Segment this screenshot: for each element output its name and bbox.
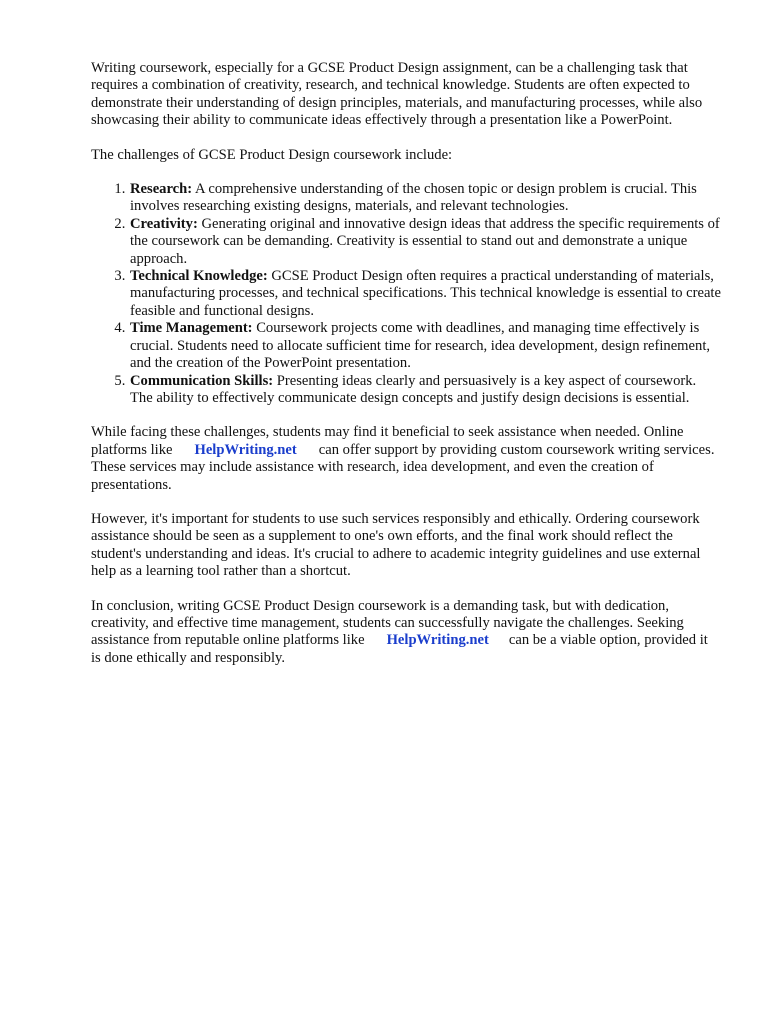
list-item-text: Generating original and innovative design ideas that address the specific requirements of the coursework can be demanding. Creativity is essential to stand out and demonstrate a unique approach.	[130, 215, 720, 267]
list-item-communication-skills	[129, 373, 721, 408]
list-item-text: GCSE Product Design often requires a practical understanding of materials, manufacturing processes, and technical specifications. This technical knowledge is essential to create feasible and functional designs.	[130, 268, 721, 319]
document-page	[91, 60, 721, 684]
list-item-time-management	[129, 320, 721, 372]
helpwriting-link[interactable]: HelpWriting.net	[194, 441, 297, 458]
intro-paragraph: Writing coursework, especially for a GCSE Product Design assignment, can be a challenging task that requires a combination of creativity, research, and technical knowledge. Students are often expected to demonstrate their understanding of design principles, materials, and manufacturing processes, while also showcasing their ability to communicate ideas effectively through a presentation like a PowerPoint.	[91, 60, 703, 129]
list-item-term: Research:	[130, 181, 193, 198]
list-item-technical-knowledge	[129, 268, 721, 320]
list-item-term: Technical Knowledge:	[130, 268, 268, 285]
list-item-text: A comprehensive understanding of the chosen topic or design problem is crucial. This involves researching existing designs, materials, and relevant technologies.	[130, 181, 697, 215]
helpwriting-link-conclusion[interactable]: HelpWriting.net	[386, 632, 489, 649]
assistance-text-before: While facing these challenges, students may find it beneficial to seek assistance when needed. Online platforms like	[91, 424, 684, 458]
assistance-text-after: can offer support by providing custom coursework writing services. These services may include assistance with research, idea development, and even the creation of presentations.	[91, 441, 715, 493]
responsibility-paragraph: However, it's important for students to use such services responsibly and ethically. Ordering coursework assistance should be seen as a supplement to one's own efforts, and the final work should reflect the student's understanding and ideas. It's crucial to adhere to academic integrity guidelines and use external help as a learning tool rather than a shortcut.	[91, 510, 701, 580]
list-item-research	[129, 181, 721, 216]
list-item-term: Creativity:	[130, 215, 198, 232]
conclusion-text-after: can be a viable option, provided it is done ethically and responsibly.	[91, 632, 708, 666]
conclusion-paragraph	[91, 598, 721, 668]
list-item-term: Time Management:	[130, 320, 253, 337]
challenges-list	[91, 181, 721, 407]
list-item-creativity	[129, 216, 721, 268]
list-item-term: Communication Skills:	[130, 372, 274, 389]
list-item-text: Presenting ideas clearly and persuasively is a key aspect of coursework. The ability to effectively communicate design concepts and justify design decisions is essential.	[130, 372, 697, 406]
assistance-paragraph	[91, 424, 721, 494]
conclusion-text-before: In conclusion, writing GCSE Product Design coursework is a demanding task, but with dedication, creativity, and effective time management, students can successfully navigate the challenges. Seeking assistance from reputable online platforms like	[91, 597, 684, 649]
challenges-heading: The challenges of GCSE Product Design coursework include:	[91, 146, 453, 163]
list-item-text: Coursework projects come with deadlines, and managing time effectively is crucial. Students need to allocate sufficient time for research, idea development, design refinement, and the creation of the PowerPoint presentation.	[130, 320, 711, 372]
